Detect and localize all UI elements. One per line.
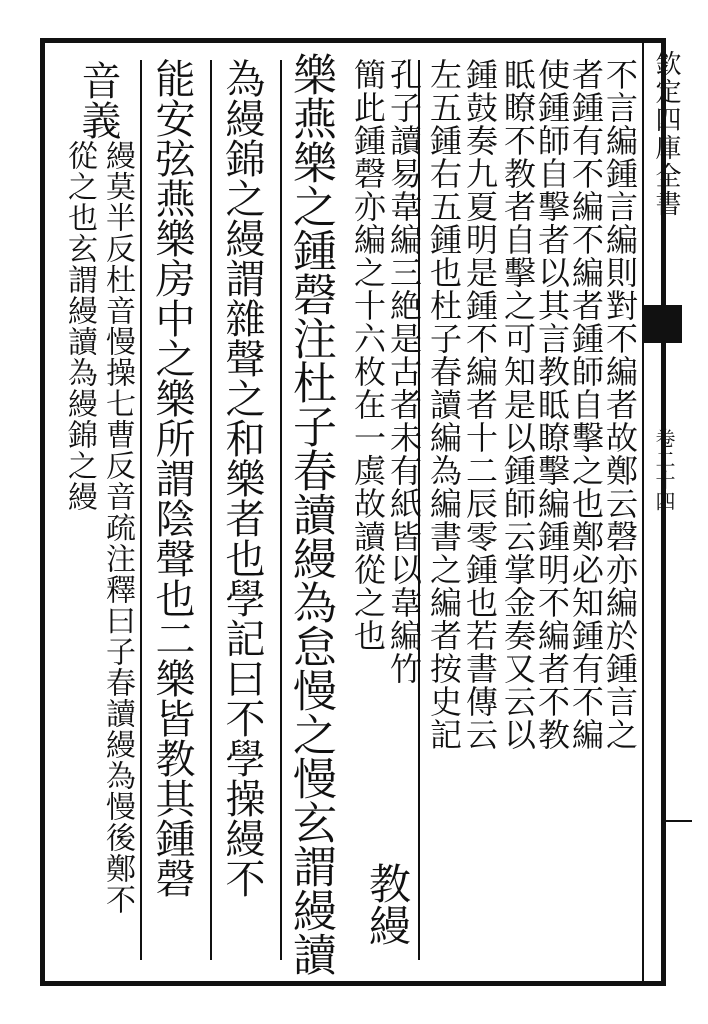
main-text-column-3: 能安弦燕樂房中之樂所謂陰聲也二樂皆教其鍾磬	[149, 58, 195, 898]
text-column-6: 左五鍾右五鍾也杜子春讀編為編書之編者按史記	[425, 58, 463, 751]
text-column-3: 使鍾師自擊者以其言教眡瞭擊編鍾明不編者不教	[533, 58, 571, 751]
margin-tab-marker	[642, 305, 682, 343]
main-text-column-2: 為縵錦之縵謂雜聲之和樂者也學記曰不學操縵不	[219, 58, 265, 898]
large-chars-yin-yi: 音義	[75, 60, 121, 140]
margin-juan-number: 卷二十四	[652, 428, 676, 512]
text-column-12: 縵莫半反杜音慢操七曹反音疏注釋曰子春讀縵為慢後鄭不	[100, 140, 135, 915]
text-column-7: 孔子讀易韋編三絶是古者未有紙皆以韋編竹	[385, 58, 423, 685]
column-divider	[140, 60, 142, 960]
text-column-4: 眡瞭不教者自擊之可知是以鍾師云掌金奏又云以	[499, 58, 537, 751]
margin-book-title: 欽定四庫全書	[651, 50, 681, 218]
large-chars-jiao-man: 教縵	[363, 862, 412, 946]
column-divider	[210, 60, 212, 960]
text-column-5: 鍾鼓奏九夏明是鍾不編者十二辰零鍾也若書傳云	[461, 58, 499, 751]
text-column-13: 從之也玄謂縵讀為縵錦之縵	[62, 140, 97, 512]
margin-mark	[662, 820, 692, 822]
column-divider	[280, 60, 282, 960]
main-text-column-1: 樂燕樂之鍾磬注杜子春讀縵為怠慢之慢玄謂縵讀	[285, 52, 336, 976]
column-divider	[642, 38, 644, 986]
text-column-2: 者鍾有不編不編者鍾師自擊之也鄭必知鍾有不編	[567, 58, 605, 751]
text-column-8: 簡此鍾磬亦編之十六枚在一虡故讀從之也	[349, 58, 387, 652]
text-column-1: 不言編鍾言編則對不編者故鄭云磬亦編於鍾言之	[601, 58, 639, 751]
